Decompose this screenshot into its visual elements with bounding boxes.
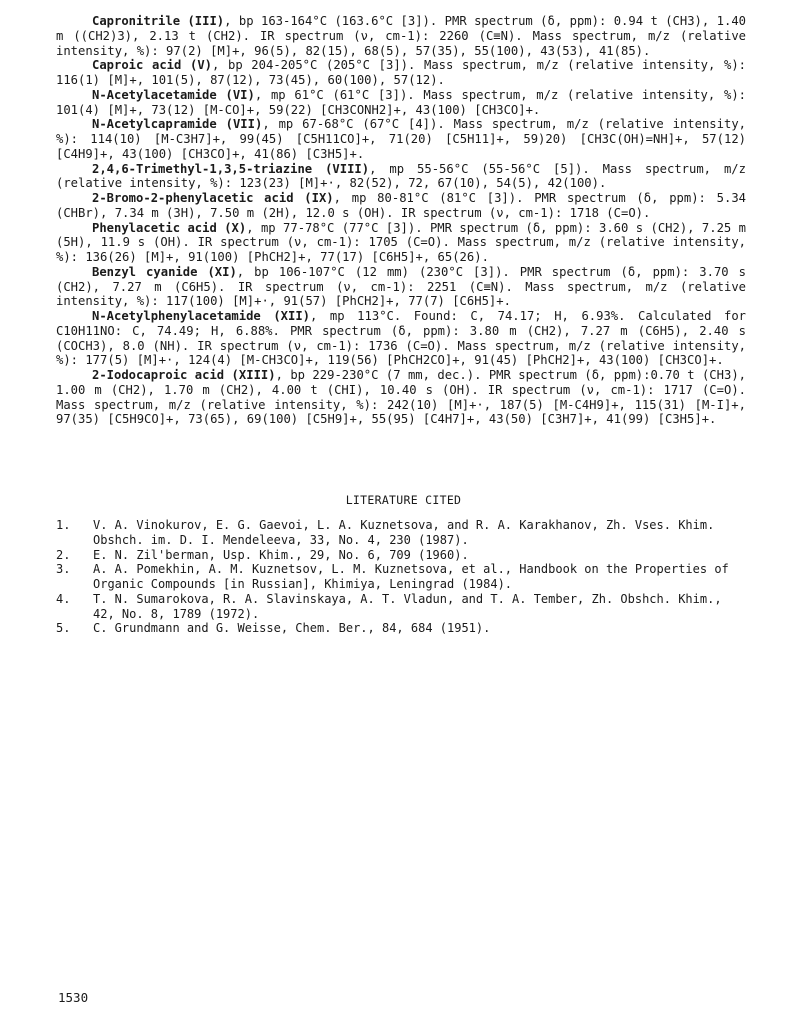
compound-name: Benzyl cyanide (XI) — [92, 264, 237, 279]
compound-data: , mp 67-68°C (67°C [4]). Mass spectrum, m/z (relative intensity, %): 114(10) [M-C3H7]+, 99(45) [C5H11CO]+, 71(20) [C5H11]+, 59)20) [CH3C(OH)=NH]+, 57(12) [C4H9]+, 43(100) [CH3CO]+, 41(86) [C3H5]+. — [56, 117, 746, 161]
experimental-section — [56, 14, 746, 427]
compound-entry-ix — [56, 191, 746, 221]
reference-item — [56, 562, 746, 592]
compound-data: , mp 113°C. Found: C, 74.17; H, 6.93%. Calculated for C10H11NO: C, 74.49; H, 6.88%. PMR spectrum (δ, ppm): 3.80 m (CH2), 7.27 m (C6H5), 2.40 s (COCH3), 8.0 (NH). IR spectrum (ν, cm-1): 1736 (C=O). Mass spectrum, m/z (relative intensity, %): 177(5) [M]+·, 124(4) [M-CH3CO]+, 119(56) [PhCH2CO]+, 91(45) [PhCH2]+, 43(100) [CH3CO]+. — [56, 309, 746, 368]
reference-text: C. Grundmann and G. Weisse, Chem. Ber., 84, 684 (1951). — [93, 621, 491, 636]
compound-entry-x — [56, 221, 746, 265]
compound-data: , mp 55-56°C (55-56°C [5]). Mass spectrum, m/z (relative intensity, %): 123(23) [M]+·, 82(52), 72, 67(10), 54(5), 42(100). — [56, 161, 746, 191]
page-number: 1530 — [58, 990, 89, 1005]
compound-name: N-Acetylcapramide (VII) — [92, 117, 263, 132]
reference-number: 3. — [56, 562, 71, 577]
reference-item — [56, 592, 746, 622]
reference-text: V. A. Vinokurov, E. G. Gaevoi, L. A. Kuznetsova, and R. A. Karakhanov, Zh. Vses. Khim. Obshch. im. D. I. Mendeleeva, 33, No. 4, 230 (1987). — [93, 518, 715, 547]
reference-item — [56, 621, 746, 636]
literature-cited-heading: LITERATURE CITED — [345, 493, 462, 507]
compound-entry-xi — [56, 265, 746, 309]
compound-entry-v — [56, 58, 746, 88]
compound-entry-xiii — [56, 368, 746, 427]
reference-text: A. A. Pomekhin, A. M. Kuznetsov, L. M. Kuznetsova, et al., Handbook on the Properties of Organic Compounds [in Russian], Khimiya, Leningrad (1984). — [93, 562, 729, 591]
reference-text: T. N. Sumarokova, R. A. Slavinskaya, A. T. Vladun, and T. A. Tember, Zh. Obshch. Khim., 42, No. 8, 1789 (1972). — [93, 591, 722, 621]
compound-data: , mp 77-78°C (77°C [3]). PMR spectrum (δ, ppm): 3.60 s (CH2), 7.25 m (5H), 11.9 s (OH). IR spectrum (ν, cm-1): 1705 (C=O). Mass spectrum, m/z (relative intensity, %): 136(26) [M]+, 91(100) [PhCH2]+, 77(17) [C6H5]+, 65(26). — [56, 220, 746, 264]
compound-name: Capronitrile (III) — [92, 14, 225, 28]
reference-number: 5. — [56, 621, 71, 636]
compound-entry-vi — [56, 88, 746, 118]
compound-entry-vii — [56, 117, 746, 161]
compound-name: 2-Iodocaproic acid (XIII) — [92, 368, 276, 382]
compound-name: 2-Bromo-2-phenylacetic acid (IX) — [92, 191, 334, 205]
reference-list — [56, 518, 746, 636]
compound-name: N-Acetylacetamide (VI) — [92, 87, 255, 102]
compound-data: , mp 80-81°C (81°C [3]). PMR spectrum (δ, ppm): 5.34 (CHBr), 7.34 m (3H), 7.50 m (2H), 12.0 s (OH). IR spectrum (ν, cm-1): 1718 (C=O). — [56, 191, 746, 220]
reference-text: E. N. Zil'berman, Usp. Khim., 29, No. 6, 709 (1960). — [93, 547, 469, 562]
compound-name: 2,4,6-Trimethyl-1,3,5-triazine (VIII) — [92, 161, 370, 176]
reference-number: 1. — [56, 518, 71, 532]
reference-item — [56, 518, 746, 548]
reference-item — [56, 548, 746, 563]
compound-data: , bp 163-164°C (163.6°C [3]). PMR spectrum (δ, ppm): 0.94 t (CH3), 1.40 m ((CH2)3), 2.13 t (CH2). IR spectrum (ν, cm-1): 2260 (C≡N). Mass spectrum, m/z (relative intensity, %): 97(2) [M]+, 96(5), 82(15), 68(5), 57(35), 55(100), 43(53), 41(85). — [56, 14, 746, 58]
compound-entry-iii — [56, 14, 746, 58]
reference-number: 4. — [56, 591, 71, 606]
compound-data: , bp 106-107°C (12 mm) (230°C [3]). PMR spectrum (δ, ppm): 3.70 s (CH2), 7.27 m (C6H5). IR spectrum (ν, cm-1): 2251 (C≡N). Mass spectrum, m/z (relative intensity, %): 117(100) [M]+·, 91(57) [PhCH2]+, 77(7) [C6H5]+. — [56, 264, 746, 309]
compound-name: Phenylacetic acid (X) — [92, 220, 247, 235]
compound-data: , mp 61°C (61°C [3]). Mass spectrum, m/z (relative intensity, %): 101(4) [M]+, 73(12) [M-CO]+, 59(22) [CH3CONH2]+, 43(100) [CH3CO]+. — [56, 87, 747, 117]
compound-data: , bp 204-205°C (205°C [3]). Mass spectrum, m/z (relative intensity, %): 116(1) [M]+, 101(5), 87(12), 73(45), 60(100), 57(12). — [56, 58, 746, 87]
compound-data: , bp 229-230°C (7 mm, dec.). PMR spectrum (δ, ppm):0.70 t (CH3), 1.00 m (CH2), 1.70 m (CH2), 4.00 t (CHI), 10.40 s (OH). IR spectrum (ν, cm-1): 1717 (C=O). Mass spectrum, m/z (relative intensity, %): 242(10) [M]+·, 187(5) [M-C4H9]+, 115(31) [M-I]+, 97(35) [C5H9CO]+, 73(65), 69(100) [C5H9]+, 55(95) [C4H7]+, 43(50) [C3H7]+, 41(99) [C3H5]+. — [56, 368, 746, 427]
reference-number: 2. — [56, 547, 71, 562]
compound-name: N-Acetylphenylacetamide (XII) — [92, 309, 311, 323]
compound-name: Caproic acid (V) — [92, 58, 213, 73]
compound-entry-viii — [56, 162, 746, 192]
compound-entry-xii — [56, 309, 746, 368]
